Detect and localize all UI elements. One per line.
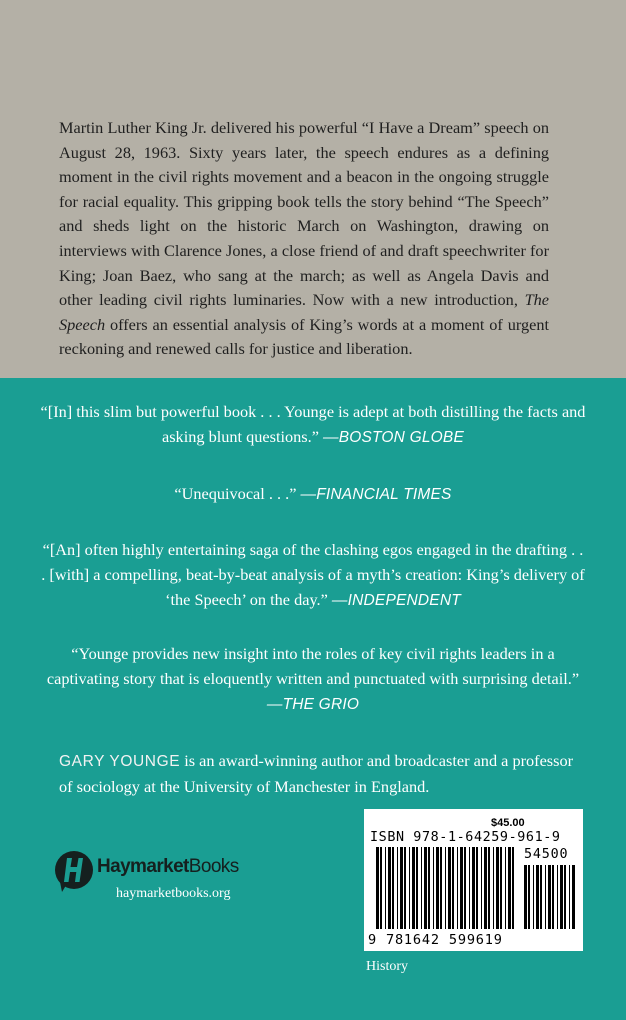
barcode-bar xyxy=(388,847,391,929)
barcode-bar xyxy=(569,865,570,929)
review-quote-independent: “[An] often highly entertaining saga of the clashing egos engaged in the drafting . . . [with] a compelling, beat-by-beat analysis of a myth’s creation: King’s delivery of ‘the Speech’ on the day.” —INDEPENDENT xyxy=(41,540,585,609)
review-quote-boston-globe: “[In] this slim but powerful book . . . Younge is adept at both distilling the facts and asking blunt questions.” —BOSTON GLOBE xyxy=(40,402,586,446)
barcode-bars xyxy=(364,809,583,951)
synopsis-panel xyxy=(0,0,626,378)
barcode-bar xyxy=(464,847,466,929)
review-source: —BOSTON GLOBE xyxy=(323,429,464,446)
price-label: $45.00 xyxy=(491,817,525,829)
barcode-bar xyxy=(416,847,418,929)
review-quote-financial-times: “Unequivocal . . .” —FINANCIAL TIMES xyxy=(174,484,452,503)
barcode-bar xyxy=(469,847,470,929)
publisher-name: HaymarketBooks xyxy=(97,856,239,877)
barcode-bar xyxy=(512,847,514,929)
author-bio: GARY YOUNGE is an award-winning author and broadcaster and a professor of sociology at the University of Manchester in England. xyxy=(59,751,574,796)
barcode-bar xyxy=(552,865,554,929)
addon-digits: 54500 xyxy=(524,847,569,862)
author-name: GARY YOUNGE xyxy=(59,753,181,770)
barcode-bar xyxy=(376,847,379,929)
barcode-bar xyxy=(472,847,475,929)
review-source: —THE GRIO xyxy=(266,696,360,713)
barcode-bar xyxy=(460,847,463,929)
barcode-bar xyxy=(404,847,406,929)
book-title-italic: The Speech xyxy=(59,290,549,334)
isbn-label: ISBN 978-1-64259-961-9 xyxy=(370,830,561,845)
barcode-bar xyxy=(412,847,415,929)
barcode-bar xyxy=(380,847,382,929)
barcode-bar xyxy=(457,847,458,929)
barcode-bar xyxy=(400,847,403,929)
barcode-bar xyxy=(385,847,386,929)
barcode-bar xyxy=(560,865,563,929)
barcode-bar xyxy=(557,865,558,929)
barcode-bar xyxy=(505,847,506,929)
barcode-bar xyxy=(481,847,482,929)
barcode-bar xyxy=(548,865,551,929)
barcode-bar xyxy=(452,847,454,929)
barcode-bar xyxy=(533,865,534,929)
barcode-bar xyxy=(428,847,430,929)
barcode-bar xyxy=(424,847,427,929)
barcode-bar xyxy=(448,847,451,929)
barcode-bar xyxy=(508,847,511,929)
synopsis-text: Martin Luther King Jr. delivered his powerful “I Have a Dream” speech on August 28, 1963. Sixty years later, the speech endures as a defining moment in the civil rights movement and a beacon in the ongoing struggle for racial equality. This gripping book tells the story behind “The Speech” and sheds light on the historic March on Washington, drawing on interviews with Clarence Jones, a close friend of and draft speechwriter for King; Joan Baez, who sang at the march; as well as Angela Davis and other leading civil rights luminaries. Now with a new introduction, The Speech offers an essential analysis of King’s words at a moment of urgent reckoning and renewed calls for justice and liberation. xyxy=(59,118,549,359)
barcode-bar xyxy=(484,847,487,929)
barcode-bar xyxy=(392,847,394,929)
barcode-bar xyxy=(421,847,422,929)
barcode-bar xyxy=(500,847,502,929)
barcode-bar xyxy=(536,865,539,929)
review-source: —INDEPENDENT xyxy=(331,592,461,609)
barcode-bar xyxy=(440,847,442,929)
barcode-bar xyxy=(445,847,446,929)
review-quote-the-grio: “Younge provides new insight into the roles of key civil rights leaders in a captivating story that is eloquently written and punctuated with surprising detail.” —THE GRIO xyxy=(46,644,580,713)
barcode-bar xyxy=(496,847,499,929)
barcode-bar xyxy=(436,847,439,929)
publisher-url: haymarketbooks.org xyxy=(116,886,231,901)
haymarket-h-icon xyxy=(54,848,94,896)
barcode-label xyxy=(364,809,583,951)
review-source: —FINANCIAL TIMES xyxy=(300,486,452,503)
category-label: History xyxy=(366,959,408,974)
barcode-bar xyxy=(409,847,410,929)
barcode-bar xyxy=(488,847,490,929)
barcode-bar xyxy=(493,847,494,929)
publisher-logo xyxy=(54,848,284,908)
barcode-bar xyxy=(397,847,398,929)
barcode-bar xyxy=(524,865,527,929)
barcode-bar xyxy=(528,865,530,929)
barcode-bar xyxy=(545,865,546,929)
barcode-bar xyxy=(433,847,434,929)
barcode-bar xyxy=(540,865,542,929)
ean-digits: 9 781642 599619 xyxy=(368,932,503,948)
barcode-bar xyxy=(564,865,566,929)
barcode-bar xyxy=(572,865,575,929)
barcode-bar xyxy=(476,847,478,929)
